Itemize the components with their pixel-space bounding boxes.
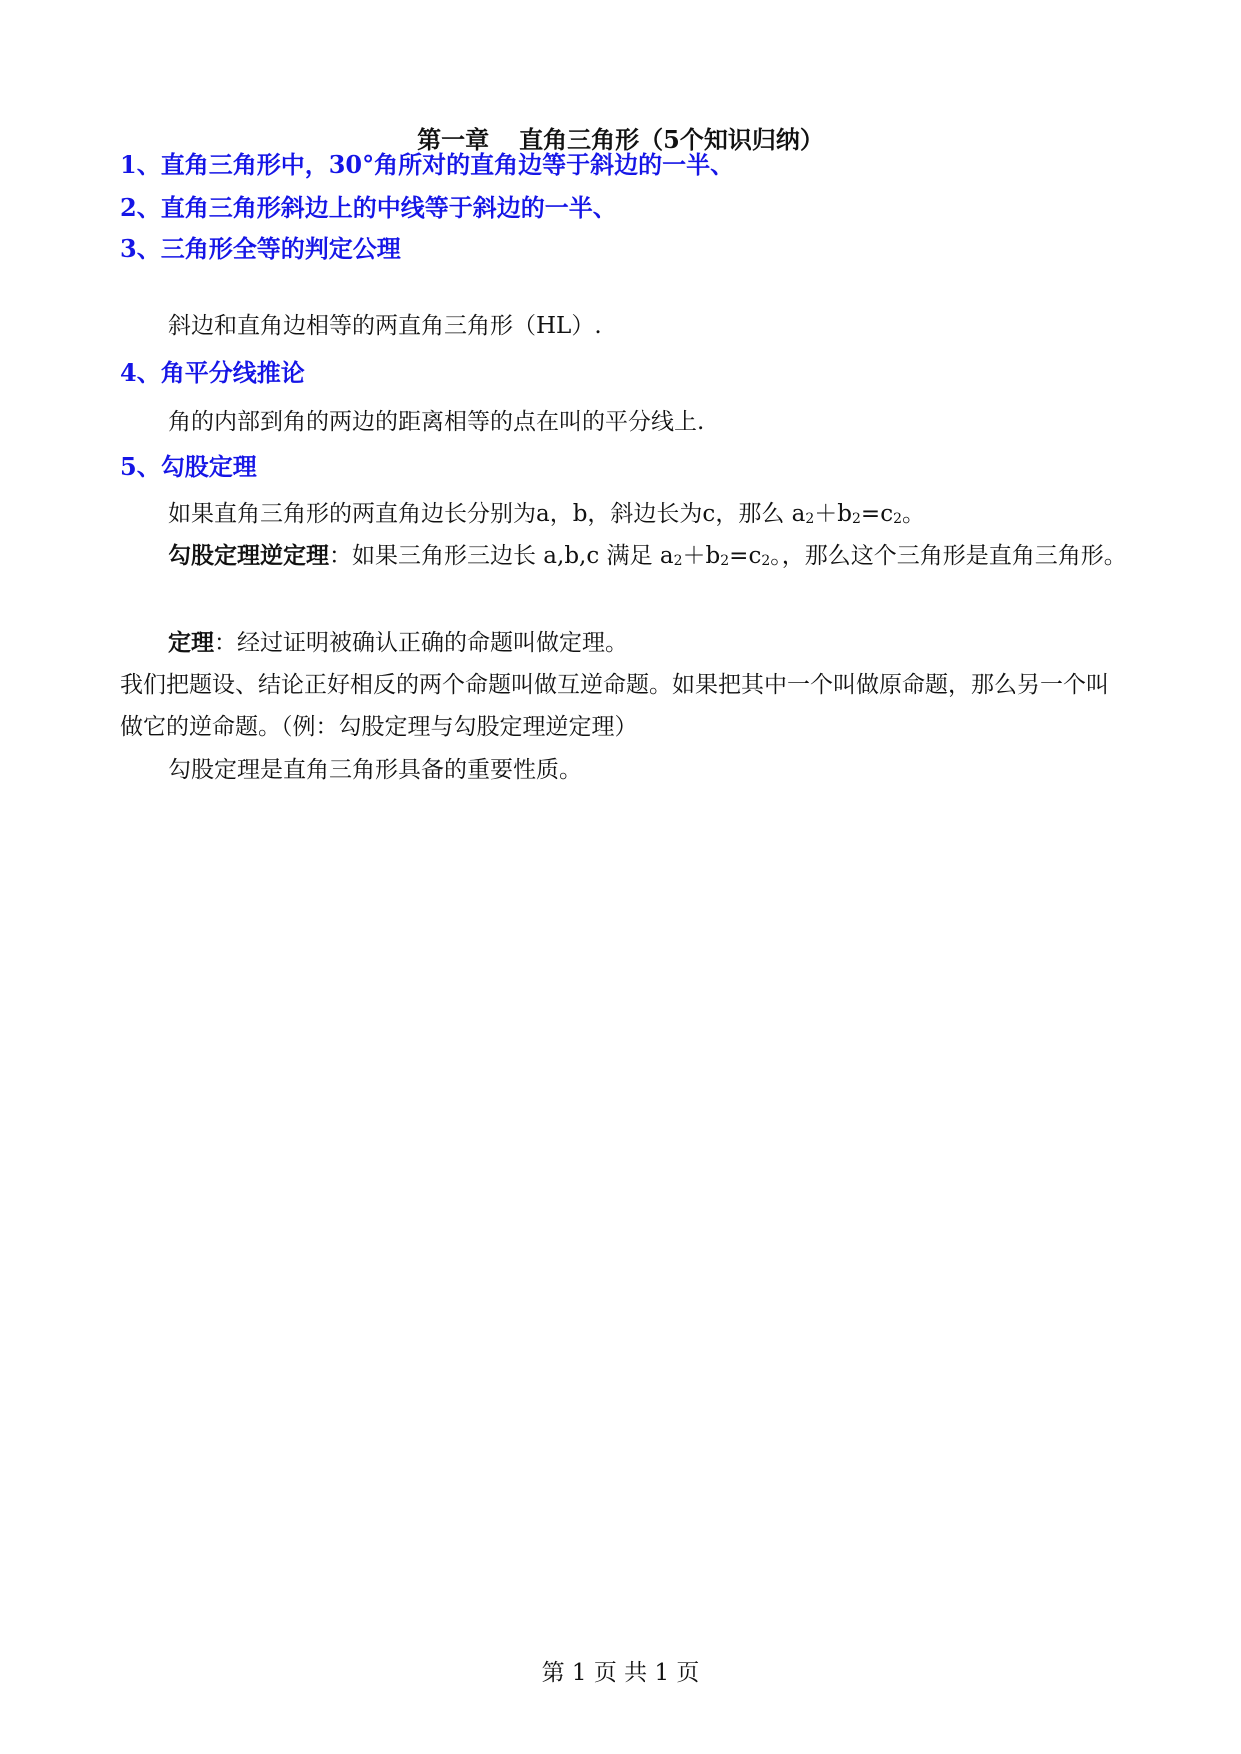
converse-label: 勾股定理逆定理: [168, 542, 329, 569]
hl-axiom-text: 斜边和直角边相等的两直角三角形（HL）.: [168, 313, 602, 339]
pythagorean-converse: 勾股定理逆定理：如果三角形三边长 a,b,c 满足 $a_2+b_2=c_2$。，那么这个三角形是直角三角形。: [168, 542, 1127, 569]
chapter-number: 第一章: [417, 125, 490, 154]
inverse-propositions-text: 我们把题设、结论正好相反的两个命题叫做互逆命题。如果把其中一个叫做原命题，那么另一个叫做它的逆命题。（例：勾股定理与勾股定理逆定理）: [120, 672, 1109, 740]
pythagorean-statement: 如果直角三角形的两直角边长分别为a，b，斜边长为c，那么 $a_2+b_2=c_2$。: [168, 501, 925, 527]
angle-bisector-text: 角的内部到角的两边的距离相等的点在叫的平分线上.: [168, 409, 705, 435]
section-heading-3: 3、三角形全等的判定公理: [120, 234, 401, 263]
closing-text: 勾股定理是直角三角形具备的重要性质。: [168, 757, 582, 783]
page-footer: 第 1 页 共 1 页: [541, 1660, 700, 1686]
section-heading-1: 1、直角三角形中，30°角所对的直角边等于斜边的一半、: [120, 150, 735, 179]
theorem-label: 定理: [168, 629, 214, 656]
theorem-definition: 定理：经过证明被确认正确的命题叫做定理。: [168, 629, 628, 656]
section-heading-5: 5、勾股定理: [120, 452, 257, 481]
section-heading-4: 4、角平分线推论: [120, 358, 305, 387]
section-heading-2: 2、直角三角形斜边上的中线等于斜边的一半、: [120, 193, 617, 222]
chapter-name: 直角三角形（5个知识归纳）: [519, 125, 824, 154]
